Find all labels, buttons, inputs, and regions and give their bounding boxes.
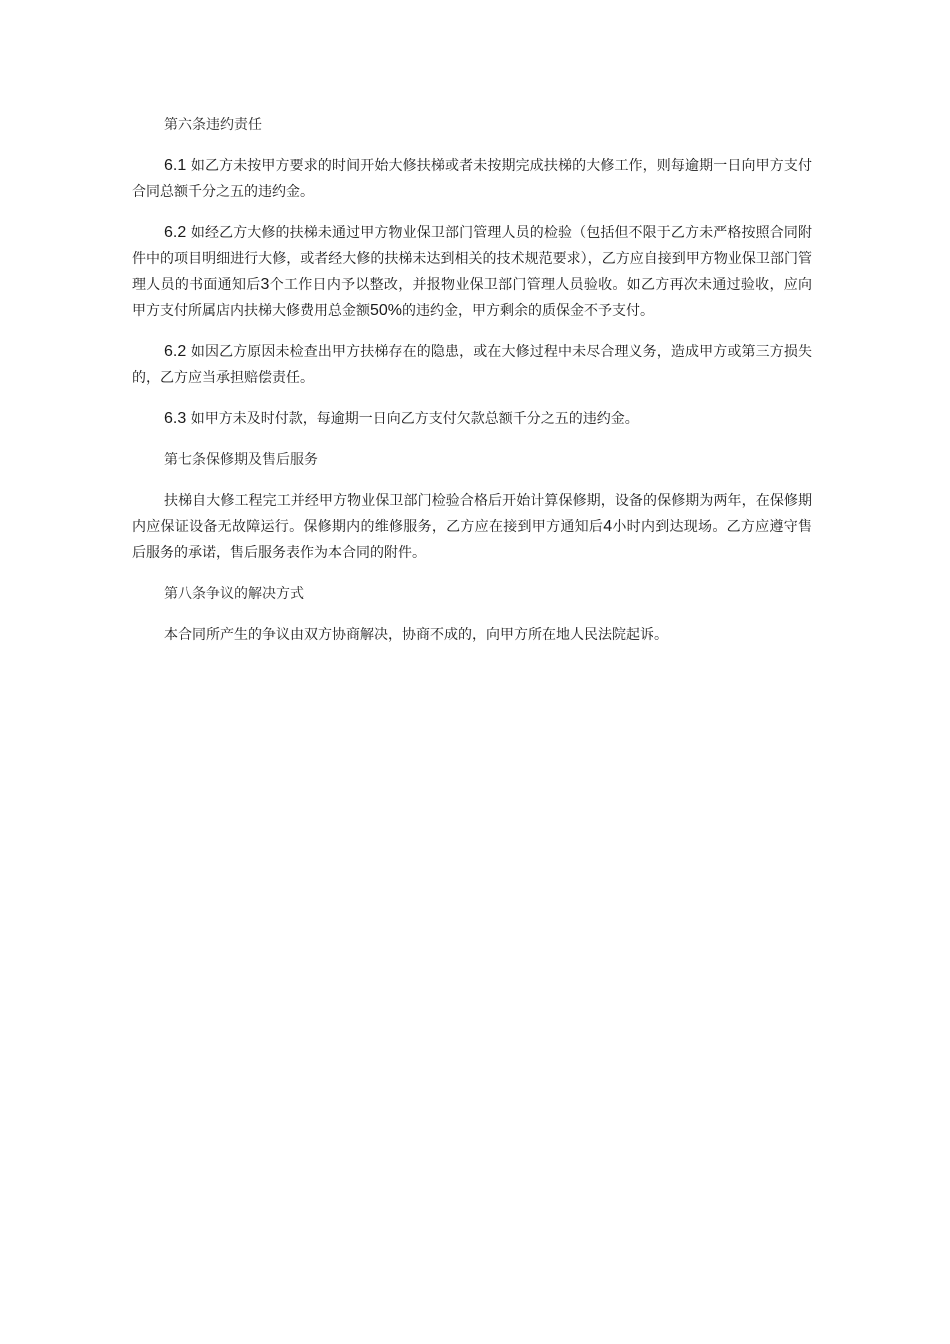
warranty-paragraph	[132, 488, 812, 566]
clause-number: 6.2	[164, 224, 187, 241]
dispute-paragraph: 本合同所产生的争议由双方协商解决，协商不成的，向甲方所在地人民法院起诉。	[164, 627, 668, 643]
section-heading-6: 第六条违约责任	[164, 117, 262, 133]
clause-text: 如因乙方原因未检查出甲方扶梯存在的隐患，或在大修过程中未尽合理义务，造成甲方或第三方损失的，乙方应当承担赔偿责任。	[132, 344, 813, 386]
response-hours-value: 4	[603, 518, 613, 535]
clause-text: 个工作日内予以整改，并报物业保卫部门管理人员验收。如乙方再次未通过验收，应向甲方支付所属店内扶梯大修费用总金额	[132, 277, 813, 319]
document-body	[132, 112, 812, 663]
clause-text: 的违约金，甲方剩余的质保金不予支付。	[402, 303, 655, 319]
section-heading-8: 第八条争议的解决方式	[164, 586, 304, 602]
clause-number: 6.3	[164, 410, 187, 427]
clause-text: 如甲方未及时付款，每逾期一日向乙方支付欠款总额千分之五的违约金。	[190, 411, 639, 427]
penalty-percent-value: 50%	[370, 302, 403, 319]
clause-number: 6.1	[164, 157, 187, 174]
section-heading-7: 第七条保修期及售后服务	[164, 452, 318, 468]
clause-6-1	[132, 153, 812, 205]
clause-text: 如经乙方大修的扶梯未通过甲方物业保卫部门管理人员的检验（包括但不限于乙方未严格按照合同附件中的项目明细进行大修，或者经大修的扶梯未达到相关的技术规范要求），乙方应自接到甲方物业保卫部门管理人员的书面通知后	[132, 225, 813, 293]
paragraph-text: 小时内到达现场。乙方应遵守售后服务的承诺，售后服务表作为本合同的附件。	[132, 519, 813, 561]
clause-number: 6.2	[164, 343, 187, 360]
clause-6-2-a	[132, 220, 812, 324]
clause-text: 如乙方未按甲方要求的时间开始大修扶梯或者未按期完成扶梯的大修工作，则每逾期一日向甲方支付合同总额千分之五的违约金。	[132, 158, 813, 200]
working-days-value: 3	[260, 276, 270, 293]
paragraph-text: 扶梯自大修工程完工并经甲方物业保卫部门检验合格后开始计算保修期，设备的保修期为两年，在保修期内应保证设备无故障运行。保修期内的维修服务，乙方应在接到甲方通知后	[132, 493, 812, 535]
clause-6-3	[132, 406, 812, 432]
clause-6-2-b	[132, 339, 812, 391]
